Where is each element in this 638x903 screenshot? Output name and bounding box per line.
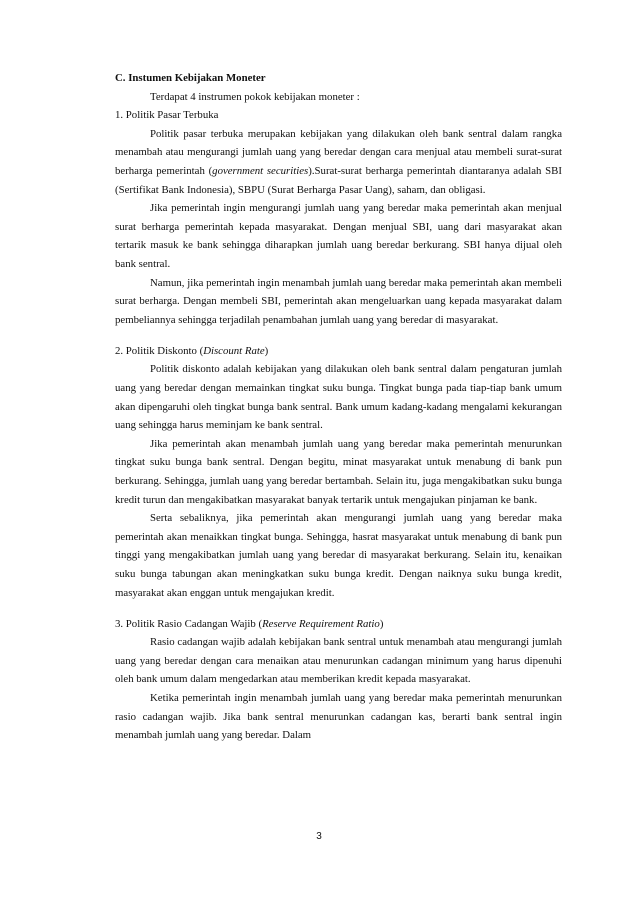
document-body bbox=[115, 69, 562, 745]
item-2-paragraph-3: Serta sebaliknya, jika pemerintah akan mengurangi jumlah uang yang beredar maka pemerintah akan menaikkan tingkat bunga. Sehingga, hasrat masyarakat untuk menabung di bank pun tinggi yang mengakibatkan jumlah uang yang beredar di masyarakat berkurang. Selain itu, kenaikan suku bunga tabungan akan meningkatkan suku bunga kredit. Dengan naiknya suku bunga kredit, masyarakat akan enggan untuk mengajukan kredit. bbox=[115, 512, 562, 599]
item-1-title: 1. Politik Pasar Terbuka bbox=[115, 109, 219, 122]
item-2-paragraph-2: Jika pemerintah akan menambah jumlah uang yang beredar maka pemerintah menurunkan tingkat suku bunga bank sentral. Dengan begitu, minat masyarakat untuk menabung di bank pun berkurang. Sehingga, jumlah uang yang beredar bertambah. Selain itu, juga mengakibatkan suku bunga kredit turun dan mengakibatkan masyarakat banyak tertarik untuk mengajukan pinjaman ke bank. bbox=[115, 437, 562, 506]
item-3-title: 3. Politik Rasio Cadangan Wajib (Reserve Requirement Ratio) bbox=[115, 617, 384, 630]
page-number: 3 bbox=[316, 831, 322, 842]
item-3-paragraph-1: Rasio cadangan wajib adalah kebijakan bank sentral untuk menambah atau mengurangi jumlah uang yang beredar dengan cara menaikan atau menurunkan cadangan minimum yang harus dipenuhi oleh bank umum dalam mengedarkan atau memberikan kredit kepada masyarakat. bbox=[115, 636, 562, 686]
item-2-title: 2. Politik Diskonto (Discount Rate) bbox=[115, 344, 269, 357]
item-1-paragraph-3: Namun, jika pemerintah ingin menambah jumlah uang beredar maka pemerintah akan membeli surat berharga. Dengan membeli SBI, pemerintah akan mengeluarkan uang kepada masyarakat dalam pembeliannya sehingga terjadilah penambahan jumlah uang yang beredar di masyarakat. bbox=[115, 276, 562, 326]
item-2-paragraph-1: Politik diskonto adalah kebijakan yang dilakukan oleh bank sentral dalam pengaturan jumlah uang yang beredar dengan memainkan tingkat suku bunga. Tingkat bunga pada tiap-tiap bank umum akan dipengaruhi oleh tingkat bunga bank sentral. Bank umum kadang-kadang mengalami kekurangan uang sehingga harus meminjam ke bank sentral. bbox=[115, 363, 562, 432]
intro-text: Terdapat 4 instrumen pokok kebijakan moneter : bbox=[150, 90, 360, 103]
item-1-paragraph-2: Jika pemerintah ingin mengurangi jumlah uang yang beredar maka pemerintah akan menjual surat berharga pemerintah kepada masyarakat. Dengan menjual SBI, uang dari masyarakat akan tertarik masuk ke bank sehingga diharapkan jumlah uang beredar berkurang. SBI hanya dijual oleh bank sentral. bbox=[115, 202, 562, 270]
spacer bbox=[115, 329, 562, 342]
spacer bbox=[115, 602, 562, 615]
section-heading: C. Instumen Kebijakan Moneter bbox=[115, 72, 266, 84]
item-1-paragraph-1: Politik pasar terbuka merupakan kebijakan yang dilakukan oleh bank sentral dalam rangka menambah atau mengurangi jumlah uang yang beredar dengan cara menjual atau membeli surat-surat berharga pemerintah (government securities).Surat-surat berharga pemerintah diantaranya adalah SBI (Sertifikat Bank Indonesia), SBPU (Surat Berharga Pasar Uang), saham, dan obligasi. bbox=[115, 127, 562, 196]
item-3-paragraph-2: Ketika pemerintah ingin menambah jumlah uang yang beredar maka pemerintah menurunkan rasio cadangan wajib. Jika bank sentral menurunkan cadangan kas, berarti bank sentral ingin menambah jumlah uang yang beredar. Dalam bbox=[115, 692, 562, 742]
